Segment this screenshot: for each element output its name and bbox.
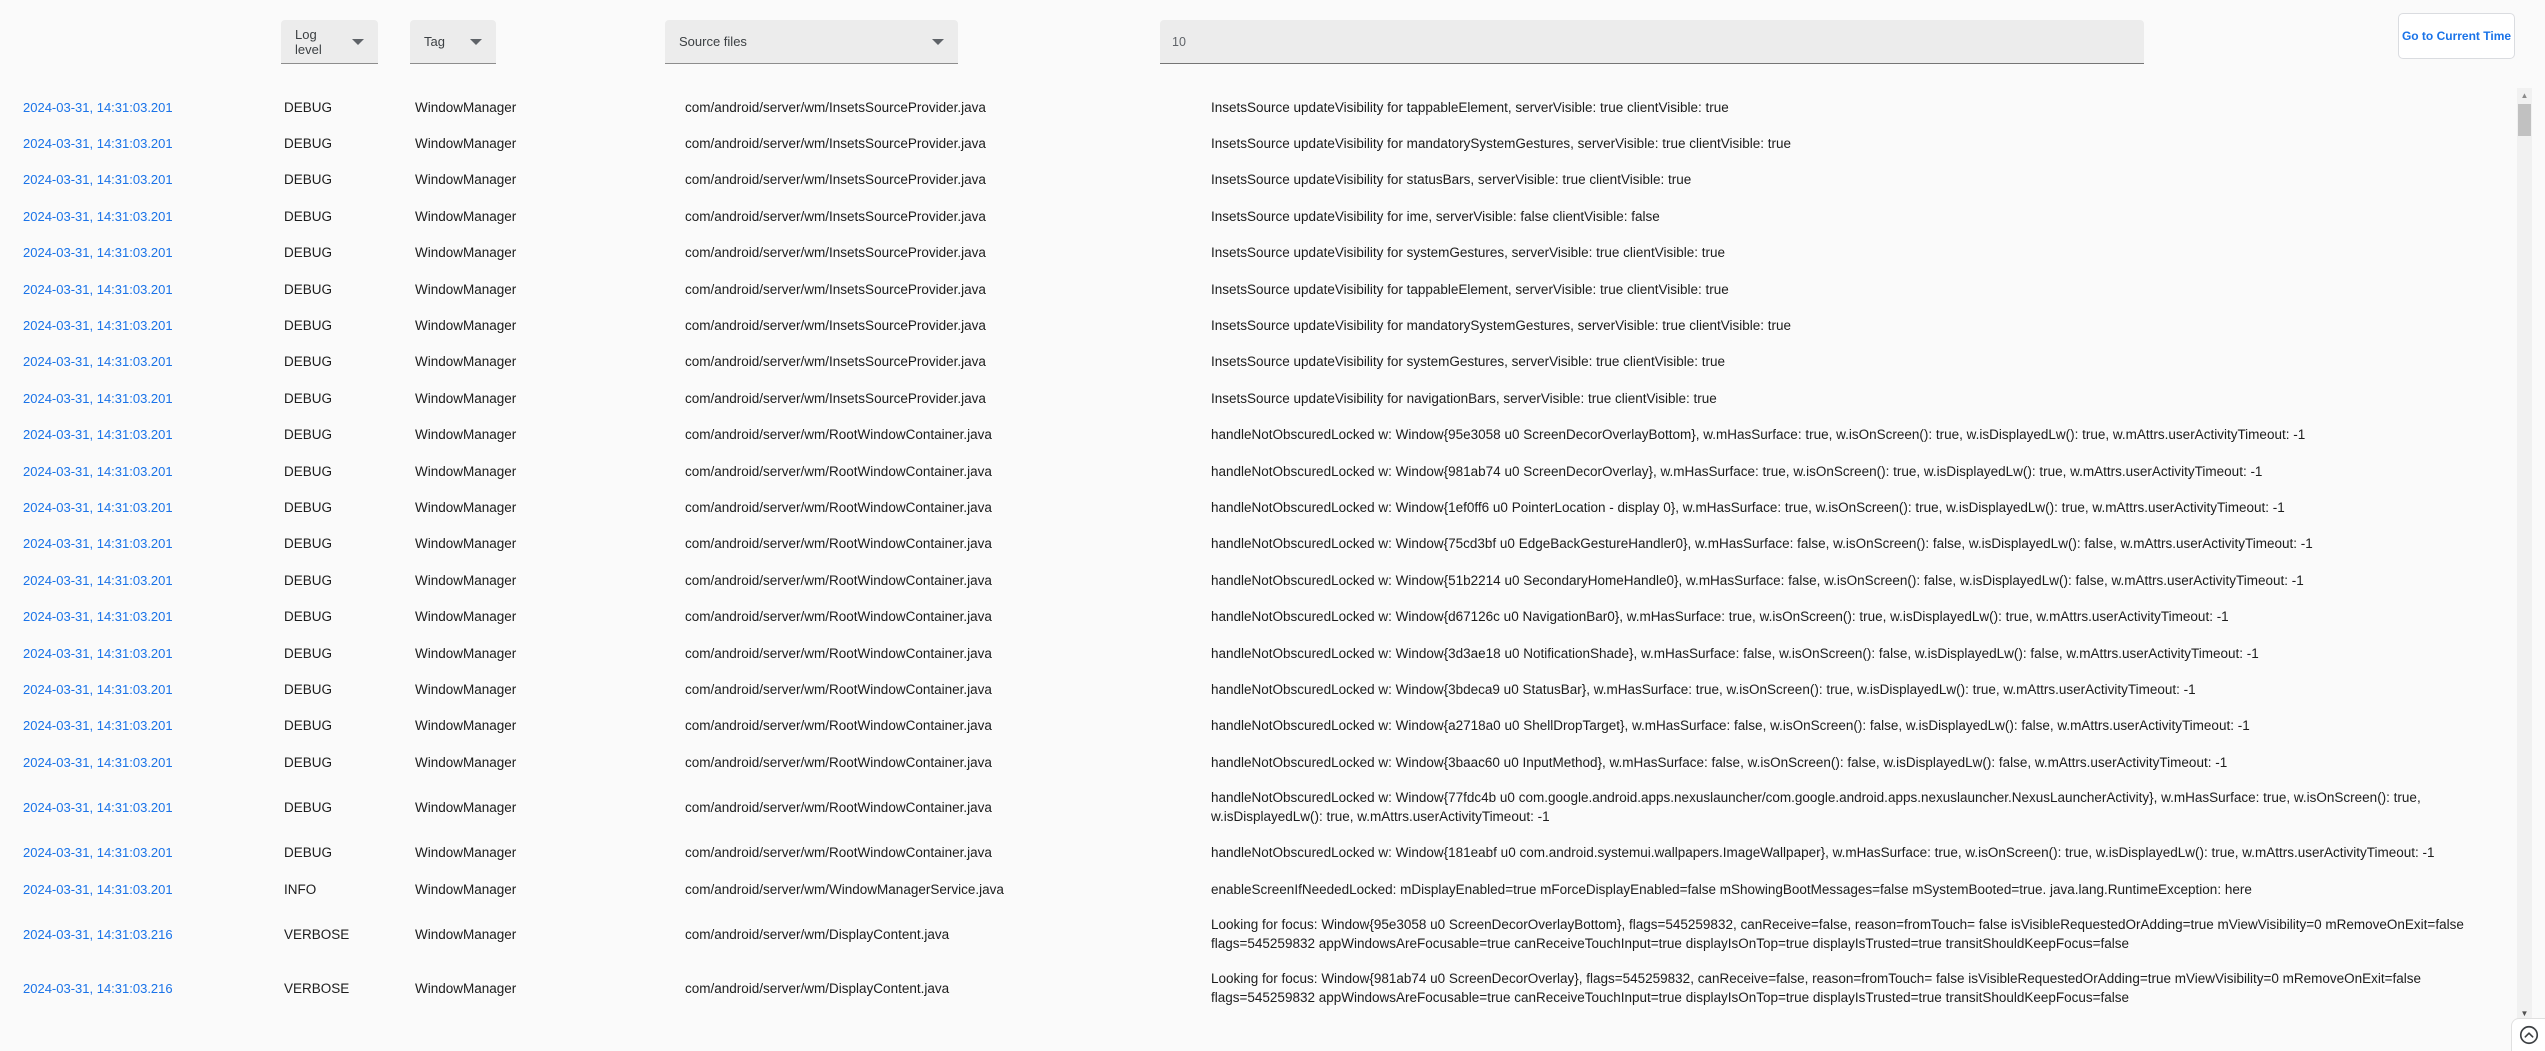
log-timestamp-link[interactable]: 2024-03-31, 14:31:03.201 bbox=[23, 881, 173, 897]
log-tag-cell: WindowManager bbox=[415, 172, 517, 188]
log-message-cell: handleNotObscuredLocked w: Window{95e3058 u0 ScreenDecorOverlayBottom}, w.mHasSurface: true, w.isOnScreen(): true, w.isDisplayedLw(): true, w.mAttrs.userActivityTimeout: -1 bbox=[1211, 427, 2306, 443]
log-level-select-label: Log level bbox=[295, 26, 322, 57]
table-row bbox=[0, 307, 2510, 343]
log-timestamp-link[interactable]: 2024-03-31, 14:31:03.201 bbox=[23, 208, 173, 224]
log-tag-cell: WindowManager bbox=[415, 926, 517, 942]
log-message-cell: InsetsSource updateVisibility for mandatorySystemGestures, serverVisible: true clientVisible: true bbox=[1211, 136, 1792, 152]
log-level-cell: DEBUG bbox=[284, 681, 333, 697]
log-file-cell: com/android/server/wm/RootWindowContainer.java bbox=[685, 499, 992, 515]
log-file-cell: com/android/server/wm/RootWindowContainer.java bbox=[685, 681, 992, 697]
log-message-cell: Looking for focus: Window{95e3058 u0 ScreenDecorOverlayBottom}, flags=545259832, canReceive=false, reason=fromTouch= false isVisibleRequestedOrAdding=true mViewVisibility=0 mRemoveOnExit=false flags=545259832 appWindowsAreFocusable=true canReceiveTouchInput=true displayIsOnTop=true displayIsTrusted=true transitShouldKeepFocus=false bbox=[1211, 917, 2464, 952]
log-file-cell: com/android/server/wm/InsetsSourceProvider.java bbox=[685, 245, 986, 261]
go-to-current-time-button[interactable]: Go to Current Time bbox=[2398, 13, 2515, 59]
log-tag-cell: WindowManager bbox=[415, 799, 517, 815]
log-timestamp-link[interactable]: 2024-03-31, 14:31:03.201 bbox=[23, 390, 173, 406]
log-file-cell: com/android/server/wm/InsetsSourceProvider.java bbox=[685, 208, 986, 224]
log-tag-cell: WindowManager bbox=[415, 980, 517, 996]
vertical-scrollbar[interactable] bbox=[2517, 88, 2532, 1020]
log-tag-cell: WindowManager bbox=[415, 609, 517, 625]
log-level-cell: DEBUG bbox=[284, 754, 333, 770]
table-row bbox=[0, 907, 2510, 961]
table-row bbox=[0, 162, 2510, 198]
log-message-cell: handleNotObscuredLocked w: Window{51b2214 u0 SecondaryHomeHandle0}, w.mHasSurface: false, w.isOnScreen(): false, w.isDisplayedLw(): false, w.mAttrs.userActivityTimeout: -1 bbox=[1211, 572, 2304, 588]
log-level-cell: DEBUG bbox=[284, 845, 333, 861]
log-timestamp-link[interactable]: 2024-03-31, 14:31:03.201 bbox=[23, 681, 173, 697]
log-message-cell: handleNotObscuredLocked w: Window{1ef0ff6 u0 PointerLocation - display 0}, w.mHasSurface: true, w.isOnScreen(): true, w.isDisplayedLw(): true, w.mAttrs.userActivityTimeout: -1 bbox=[1211, 499, 2285, 515]
table-row bbox=[0, 708, 2510, 744]
log-level-cell: DEBUG bbox=[284, 645, 333, 661]
log-file-cell: com/android/server/wm/RootWindowContainer.java bbox=[685, 463, 992, 479]
log-level-cell: DEBUG bbox=[284, 354, 333, 370]
log-message-cell: handleNotObscuredLocked w: Window{d67126c u0 NavigationBar0}, w.mHasSurface: true, w.isOnScreen(): true, w.isDisplayedLw(): true, w.mAttrs.userActivityTimeout: -1 bbox=[1211, 609, 2229, 625]
log-level-cell: DEBUG bbox=[284, 390, 333, 406]
table-row bbox=[0, 235, 2510, 271]
log-timestamp-link[interactable]: 2024-03-31, 14:31:03.201 bbox=[23, 318, 173, 334]
log-message-cell: InsetsSource updateVisibility for systemGestures, serverVisible: true clientVisible: true bbox=[1211, 354, 1725, 370]
scrollbar-up-arrow-icon[interactable]: ▲ bbox=[2520, 90, 2529, 100]
log-level-select[interactable] bbox=[281, 20, 378, 64]
log-message-cell: InsetsSource updateVisibility for systemGestures, serverVisible: true clientVisible: true bbox=[1211, 245, 1725, 261]
table-row bbox=[0, 453, 2510, 489]
table-row bbox=[0, 780, 2510, 834]
log-timestamp-link[interactable]: 2024-03-31, 14:31:03.216 bbox=[23, 926, 173, 942]
log-file-cell: com/android/server/wm/InsetsSourceProvider.java bbox=[685, 172, 986, 188]
log-timestamp-link[interactable]: 2024-03-31, 14:31:03.201 bbox=[23, 281, 173, 297]
log-file-cell: com/android/server/wm/RootWindowContainer.java bbox=[685, 799, 992, 815]
log-file-cell: com/android/server/wm/RootWindowContainer.java bbox=[685, 572, 992, 588]
log-tag-cell: WindowManager bbox=[415, 136, 517, 152]
log-file-cell: com/android/server/wm/InsetsSourceProvider.java bbox=[685, 390, 986, 406]
log-level-cell: DEBUG bbox=[284, 245, 333, 261]
table-row bbox=[0, 380, 2510, 416]
log-timestamp-link[interactable]: 2024-03-31, 14:31:03.201 bbox=[23, 136, 173, 152]
log-tag-cell: WindowManager bbox=[415, 754, 517, 770]
log-level-cell: DEBUG bbox=[284, 172, 333, 188]
table-row bbox=[0, 271, 2510, 307]
chevron-down-icon bbox=[932, 39, 944, 45]
log-file-cell: com/android/server/wm/RootWindowContainer.java bbox=[685, 427, 992, 443]
table-row bbox=[0, 417, 2510, 453]
log-tag-cell: WindowManager bbox=[415, 845, 517, 861]
log-message-cell: InsetsSource updateVisibility for tappableElement, serverVisible: true clientVisible: true bbox=[1211, 281, 1729, 297]
log-message-cell: InsetsSource updateVisibility for ime, serverVisible: false clientVisible: false bbox=[1211, 208, 1660, 224]
log-message-cell: handleNotObscuredLocked w: Window{3baac60 u0 InputMethod}, w.mHasSurface: false, w.isOnScreen(): false, w.isDisplayedLw(): false, w.mAttrs.userActivityTimeout: -1 bbox=[1211, 754, 2228, 770]
log-level-cell: DEBUG bbox=[284, 609, 333, 625]
log-timestamp-link[interactable]: 2024-03-31, 14:31:03.201 bbox=[23, 609, 173, 625]
table-row bbox=[0, 671, 2510, 707]
log-tag-cell: WindowManager bbox=[415, 99, 517, 115]
log-message-cell: InsetsSource updateVisibility for navigationBars, serverVisible: true clientVisible: true bbox=[1211, 390, 1717, 406]
log-tag-cell: WindowManager bbox=[415, 390, 517, 406]
log-table bbox=[0, 89, 2510, 1015]
log-file-cell: com/android/server/wm/RootWindowContainer.java bbox=[685, 754, 992, 770]
log-tag-cell: WindowManager bbox=[415, 718, 517, 734]
log-file-cell: com/android/server/wm/RootWindowContainer.java bbox=[685, 609, 992, 625]
filter-toolbar bbox=[0, 0, 2545, 90]
log-tag-cell: WindowManager bbox=[415, 427, 517, 443]
log-file-cell: com/android/server/wm/RootWindowContainer.java bbox=[685, 845, 992, 861]
log-tag-cell: WindowManager bbox=[415, 245, 517, 261]
table-row bbox=[0, 344, 2510, 380]
log-message-cell: handleNotObscuredLocked w: Window{75cd3bf u0 EdgeBackGestureHandler0}, w.mHasSurface: false, w.isOnScreen(): false, w.isDisplayedLw(): false, w.mAttrs.userActivityTimeout: -1 bbox=[1211, 536, 2313, 552]
log-timestamp-link[interactable]: 2024-03-31, 14:31:03.201 bbox=[23, 845, 173, 861]
log-message-cell: InsetsSource updateVisibility for mandatorySystemGestures, serverVisible: true clientVisible: true bbox=[1211, 318, 1792, 334]
table-row bbox=[0, 871, 2510, 907]
log-file-cell: com/android/server/wm/RootWindowContainer.java bbox=[685, 536, 992, 552]
log-level-cell: DEBUG bbox=[284, 318, 333, 334]
chevron-down-icon bbox=[352, 39, 364, 45]
scroll-to-top-card bbox=[2511, 1018, 2545, 1051]
log-timestamp-link[interactable]: 2024-03-31, 14:31:03.201 bbox=[23, 718, 173, 734]
log-message-cell: InsetsSource updateVisibility for statusBars, serverVisible: true clientVisible: true bbox=[1211, 172, 1692, 188]
log-timestamp-link[interactable]: 2024-03-31, 14:31:03.201 bbox=[23, 536, 173, 552]
table-row bbox=[0, 89, 2510, 125]
source-files-select-label: Source files bbox=[679, 34, 747, 49]
log-message-cell: Looking for focus: Window{981ab74 u0 ScreenDecorOverlay}, flags=545259832, canReceive=false, reason=fromTouch= false isVisibleRequestedOrAdding=true mViewVisibility=0 mRemoveOnExit=false flags=545259832 appWindowsAreFocusable=true canReceiveTouchInput=true displayIsOnTop=true displayIsTrusted=true transitShouldKeepFocus=false bbox=[1211, 971, 2422, 1006]
log-timestamp-link[interactable]: 2024-03-31, 14:31:03.201 bbox=[23, 172, 173, 188]
source-files-select[interactable] bbox=[665, 20, 958, 64]
log-tag-cell: WindowManager bbox=[415, 645, 517, 661]
log-tag-cell: WindowManager bbox=[415, 281, 517, 297]
table-row bbox=[0, 635, 2510, 671]
scrollbar-thumb[interactable] bbox=[2518, 104, 2531, 136]
log-level-cell: DEBUG bbox=[284, 208, 333, 224]
log-message-cell: handleNotObscuredLocked w: Window{3d3ae18 u0 NotificationShade}, w.mHasSurface: false, w.isOnScreen(): false, w.isDisplayedLw(): false, w.mAttrs.userActivityTimeout: -1 bbox=[1211, 645, 2259, 661]
log-message-cell: handleNotObscuredLocked w: Window{3bdeca9 u0 StatusBar}, w.mHasSurface: true, w.isOnScreen(): true, w.isDisplayedLw(): true, w.mAttrs.userActivityTimeout: -1 bbox=[1211, 681, 2196, 697]
tag-select[interactable] bbox=[410, 20, 496, 64]
search-filter-input[interactable] bbox=[1160, 20, 2144, 64]
log-file-cell: com/android/server/wm/RootWindowContainer.java bbox=[685, 645, 992, 661]
table-row bbox=[0, 526, 2510, 562]
log-timestamp-link[interactable]: 2024-03-31, 14:31:03.201 bbox=[23, 572, 173, 588]
log-timestamp-link[interactable]: 2024-03-31, 14:31:03.201 bbox=[23, 754, 173, 770]
scroll-to-top-icon[interactable] bbox=[2518, 1024, 2540, 1046]
log-level-cell: VERBOSE bbox=[284, 926, 350, 942]
table-row bbox=[0, 198, 2510, 234]
log-timestamp-link[interactable]: 2024-03-31, 14:31:03.201 bbox=[23, 427, 173, 443]
log-level-cell: DEBUG bbox=[284, 281, 333, 297]
log-file-cell: com/android/server/wm/InsetsSourceProvider.java bbox=[685, 318, 986, 334]
log-message-cell: handleNotObscuredLocked w: Window{981ab74 u0 ScreenDecorOverlay}, w.mHasSurface: true, w.isOnScreen(): true, w.isDisplayedLw(): true, w.mAttrs.userActivityTimeout: -1 bbox=[1211, 463, 2263, 479]
log-timestamp-link[interactable]: 2024-03-31, 14:31:03.201 bbox=[23, 799, 173, 815]
log-file-cell: com/android/server/wm/InsetsSourceProvider.java bbox=[685, 281, 986, 297]
log-tag-cell: WindowManager bbox=[415, 536, 517, 552]
log-level-cell: DEBUG bbox=[284, 99, 333, 115]
log-level-cell: DEBUG bbox=[284, 536, 333, 552]
log-message-cell: handleNotObscuredLocked w: Window{a2718a0 u0 ShellDropTarget}, w.mHasSurface: false, w.isOnScreen(): false, w.isDisplayedLw(): false, w.mAttrs.userActivityTimeout: -1 bbox=[1211, 718, 2250, 734]
log-timestamp-link[interactable]: 2024-03-31, 14:31:03.201 bbox=[23, 354, 173, 370]
log-file-cell: com/android/server/wm/InsetsSourceProvider.java bbox=[685, 136, 986, 152]
log-tag-cell: WindowManager bbox=[415, 881, 517, 897]
log-tag-cell: WindowManager bbox=[415, 208, 517, 224]
scrollbar-down-arrow-icon[interactable]: ▼ bbox=[2520, 1008, 2529, 1018]
log-timestamp-link[interactable]: 2024-03-31, 14:31:03.201 bbox=[23, 645, 173, 661]
log-tag-cell: WindowManager bbox=[415, 681, 517, 697]
log-level-cell: DEBUG bbox=[284, 136, 333, 152]
log-message-cell: handleNotObscuredLocked w: Window{77fdc4b u0 com.google.android.apps.nexuslauncher/com.google.android.apps.nexuslauncher.NexusLauncherActivity}, w.mHasSurface: true, w.isOnScreen(): true, w.isDisplayedLw(): true, w.mAttrs.userActivityTimeout: -1 bbox=[1211, 790, 2421, 825]
log-tag-cell: WindowManager bbox=[415, 354, 517, 370]
log-timestamp-link[interactable]: 2024-03-31, 14:31:03.216 bbox=[23, 980, 173, 996]
log-level-cell: DEBUG bbox=[284, 718, 333, 734]
table-row bbox=[0, 562, 2510, 598]
log-file-cell: com/android/server/wm/InsetsSourceProvider.java bbox=[685, 99, 986, 115]
tag-select-label: Tag bbox=[424, 34, 445, 49]
log-file-cell: com/android/server/wm/DisplayContent.java bbox=[685, 926, 950, 942]
log-level-cell: DEBUG bbox=[284, 572, 333, 588]
table-row bbox=[0, 834, 2510, 870]
log-timestamp-link[interactable]: 2024-03-31, 14:31:03.201 bbox=[23, 463, 173, 479]
log-tag-cell: WindowManager bbox=[415, 572, 517, 588]
log-message-cell: handleNotObscuredLocked w: Window{181eabf u0 com.android.systemui.wallpapers.ImageWallpaper}, w.mHasSurface: true, w.isOnScreen(): true, w.isDisplayedLw(): true, w.mAttrs.userActivityTimeout: -1 bbox=[1211, 845, 2435, 861]
log-level-cell: DEBUG bbox=[284, 799, 333, 815]
table-row bbox=[0, 744, 2510, 780]
log-timestamp-link[interactable]: 2024-03-31, 14:31:03.201 bbox=[23, 499, 173, 515]
log-message-cell: enableScreenIfNeededLocked: mDisplayEnabled=true mForceDisplayEnabled=false mShowingBootMessages=false mSystemBooted=true. java.lang.RuntimeException: here bbox=[1211, 881, 2252, 897]
log-level-cell: DEBUG bbox=[284, 463, 333, 479]
log-file-cell: com/android/server/wm/InsetsSourceProvider.java bbox=[685, 354, 986, 370]
log-tag-cell: WindowManager bbox=[415, 318, 517, 334]
table-row bbox=[0, 961, 2510, 1015]
log-file-cell: com/android/server/wm/RootWindowContainer.java bbox=[685, 718, 992, 734]
log-message-cell: InsetsSource updateVisibility for tappableElement, serverVisible: true clientVisible: true bbox=[1211, 99, 1729, 115]
table-row bbox=[0, 125, 2510, 161]
log-tag-cell: WindowManager bbox=[415, 463, 517, 479]
table-row bbox=[0, 598, 2510, 634]
log-timestamp-link[interactable]: 2024-03-31, 14:31:03.201 bbox=[23, 99, 173, 115]
log-level-cell: VERBOSE bbox=[284, 980, 350, 996]
chevron-down-icon bbox=[470, 39, 482, 45]
log-level-cell: DEBUG bbox=[284, 427, 333, 443]
log-file-cell: com/android/server/wm/WindowManagerService.java bbox=[685, 881, 1004, 897]
table-row bbox=[0, 489, 2510, 525]
log-timestamp-link[interactable]: 2024-03-31, 14:31:03.201 bbox=[23, 245, 173, 261]
log-level-cell: INFO bbox=[284, 881, 317, 897]
log-file-cell: com/android/server/wm/DisplayContent.java bbox=[685, 980, 950, 996]
log-tag-cell: WindowManager bbox=[415, 499, 517, 515]
log-level-cell: DEBUG bbox=[284, 499, 333, 515]
